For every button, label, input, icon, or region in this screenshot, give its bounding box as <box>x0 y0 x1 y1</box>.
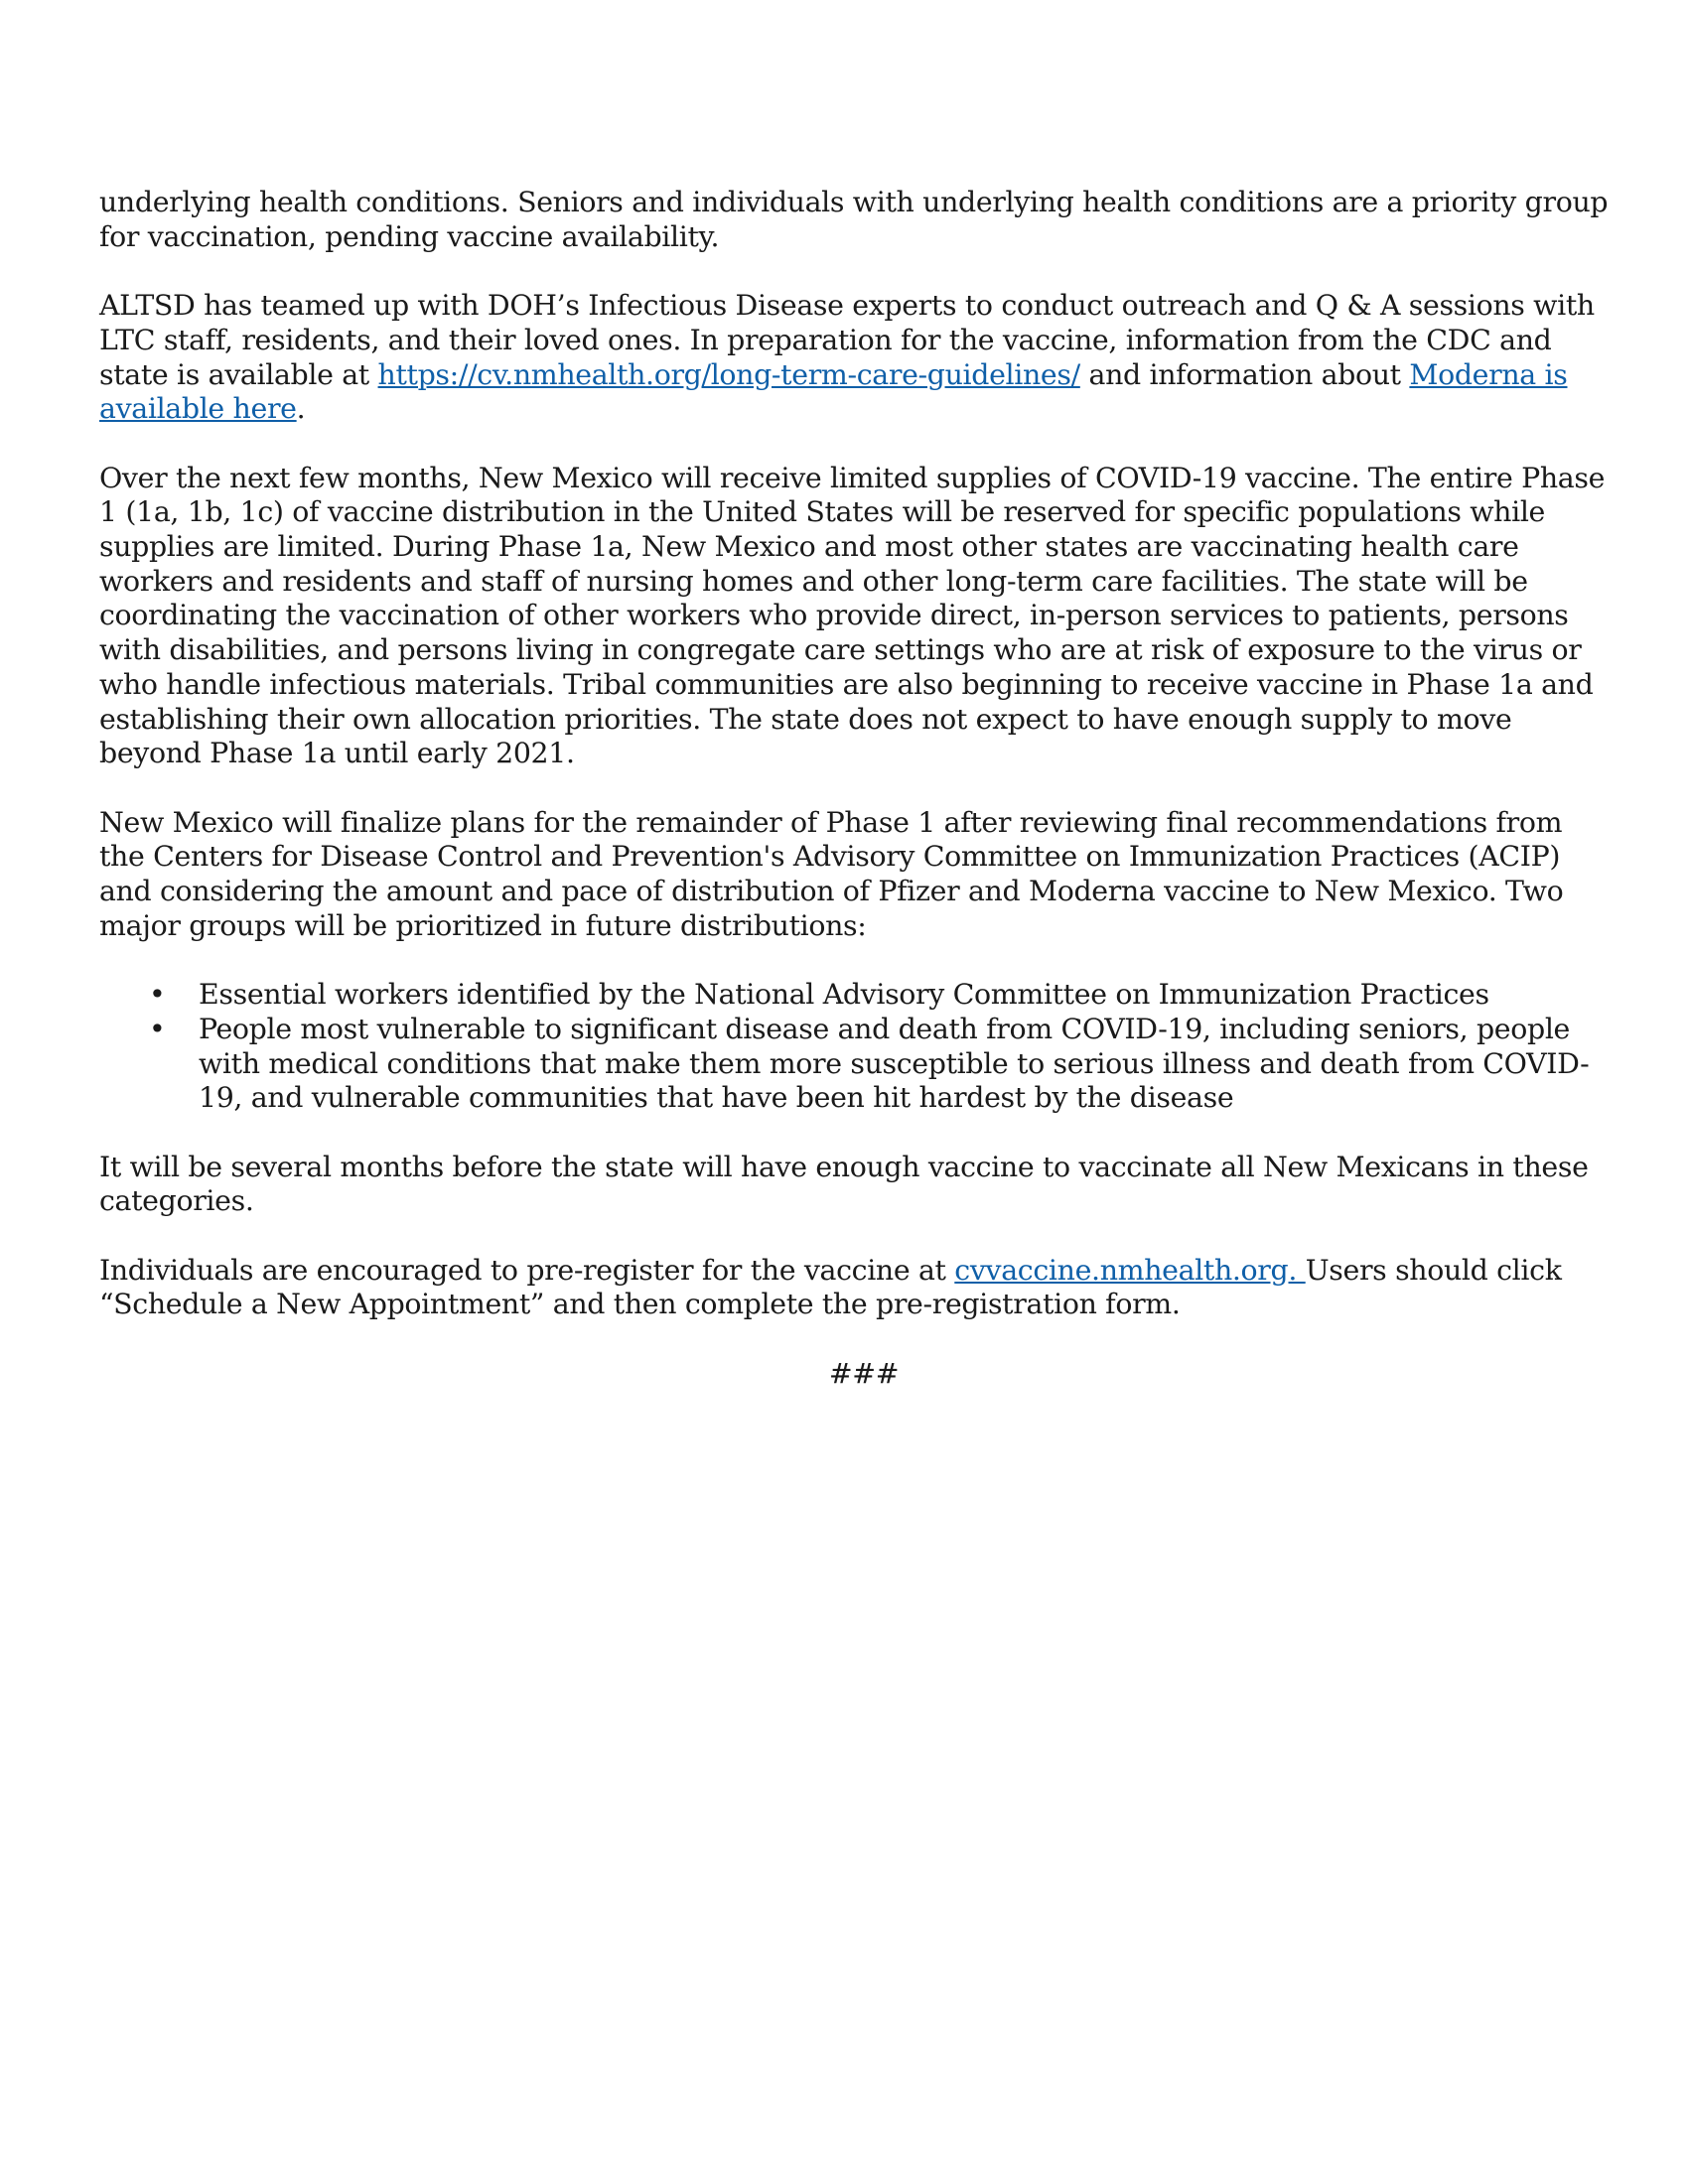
paragraph-altsd-outreach <box>99 289 1609 427</box>
bullet-icon: • <box>149 978 166 1012</box>
paragraph-pre-register <box>99 1254 1609 1322</box>
end-of-release-mark: ### <box>828 1356 900 1390</box>
paragraph-several-months: It will be several months before the state will have enough vaccine to vaccinate all New Mexicans in these categories. <box>99 1150 1589 1218</box>
paragraph-text: Individuals are encouraged to pre-register for the vaccine at <box>99 1253 955 1287</box>
paragraph-text: ALTSD has teamed up with DOH’s Infectious Disease experts to conduct outreach and Q & A sessions with LTC staff, residents, and their loved ones. In preparation for the vaccine, information from the CDC and state is available at <box>99 289 1595 391</box>
bullet-icon: • <box>149 1012 166 1045</box>
paragraph-phase-1-overview: Over the next few months, New Mexico will receive limited supplies of COVID-19 vaccine. The entire Phase 1 (1a, 1b, 1c) of vaccine distribution in the United States will be reserved for specific populations while supplies are limited. During Phase 1a, New Mexico and most other states are vaccinating health care workers and residents and staff of nursing homes and other long-term care facilities. The state will be coordinating the vaccination of other workers who provide direct, in-person services to patients, persons with disabilities, and persons living in congregate care settings who are at risk of exposure to the virus or who handle infectious materials. Tribal communities are also beginning to receive vaccine in Phase 1a and establishing their own allocation priorities. The state does not expect to have enough supply to move beyond Phase 1a until early 2021. <box>99 461 1606 770</box>
paragraph-text: Users should click “Schedule a New Appointment” and then complete the pre-registration form. <box>99 1253 1562 1321</box>
document-page <box>99 186 1609 1392</box>
moderna-info-link[interactable]: Moderna is available here <box>99 357 1568 426</box>
priority-groups-list <box>99 978 1609 1116</box>
paragraph-phase-1-plans: New Mexico will finalize plans for the remainder of Phase 1 after reviewing final recommendations from the Centers for Disease Control and Prevention's Advisory Committee on Immunization Practices (ACIP) and considering the amount and pace of distribution of Pfizer and Moderna vaccine to New Mexico. Two major groups will be prioritized in future distributions: <box>99 805 1564 942</box>
cvvaccine-link[interactable]: cvvaccine.nmhealth.org. <box>954 1253 1306 1287</box>
paragraph-continuation: underlying health conditions. Seniors and individuals with underlying health conditions are a priority group for vaccination, pending vaccine availability. <box>99 186 1609 253</box>
list-item <box>99 1013 1609 1116</box>
paragraph-text: . <box>296 392 306 426</box>
long-term-care-guidelines-link[interactable]: https://cv.nmhealth.org/long-term-care-guidelines/ <box>377 357 1080 391</box>
paragraph-text: and information about <box>1079 357 1410 391</box>
list-item-text: Essential workers identified by the National Advisory Committee on Immunization Practices <box>199 978 1489 1012</box>
list-item-text: People most vulnerable to significant disease and death from COVID-19, including seniors, people with medical conditions that make them more susceptible to serious illness and death from COVID-19, and vulnerable communities that have been hit hardest by the disease <box>199 1012 1590 1115</box>
list-item <box>99 978 1609 1013</box>
